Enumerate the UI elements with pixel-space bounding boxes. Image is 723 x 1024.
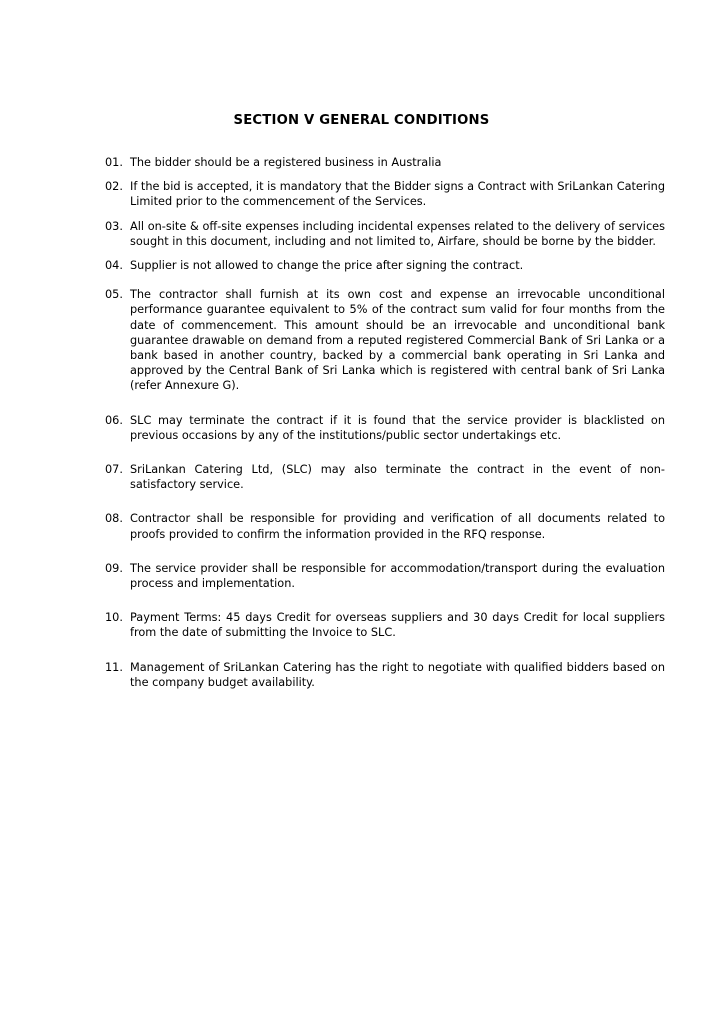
clause-number: 09. [105,561,123,575]
clause-text: Payment Terms: 45 days Credit for overseas suppliers and 30 days Credit for local suppliers from the date of submitting the Invoice to SLC. [130,611,665,640]
clause-list [105,155,665,690]
clause-number: 01. [105,156,123,169]
list-item [105,413,665,443]
spacer [105,542,665,561]
clause-text: The service provider shall be responsible for accommodation/transport during the evaluation process and implementation. [130,561,665,591]
spacer [105,591,665,610]
list-item [105,258,665,273]
list-item [105,462,665,492]
spacer [105,170,665,179]
list-item [105,155,665,170]
clause-text: All on-site & off-site expenses including incidental expenses related to the delivery of services sought in this document, including and not limited to, Airfare, should be borne by the bidder. [130,219,665,248]
list-item [105,219,665,249]
clause-number: 03. [105,219,123,233]
spacer [105,394,665,413]
list-item [105,561,665,591]
list-item [105,511,665,541]
clause-number: 07. [105,463,123,477]
list-item [105,179,665,209]
spacer [105,492,665,511]
clause-number: 04. [105,259,123,273]
clause-text: The contractor shall furnish at its own cost and expense an irrevocable unconditional performance guarantee equivalent to 5% of the contract sum valid for four months from the date of commencement. This amount should be an irrevocable and unconditional bank guarantee drawable on demand from a reputed registered Commercial Bank of Sri Lanka or a bank based in another country, backed by a commercial bank operating in Sri Lanka and approved by the Central Bank of Sri Lanka which is registered with central bank of Sri Lanka (refer Annexure G). [130,288,665,393]
clause-text: SLC may terminate the contract if it is found that the service provider is blacklisted on previous occasions by any of the institutions/public sector undertakings etc. [130,413,665,442]
clause-number: 10. [105,611,123,625]
clause-number: 06. [105,413,123,427]
clause-number: 02. [105,180,123,194]
page-title: SECTION V GENERAL CONDITIONS [233,113,490,128]
clause-text: Management of SriLankan Catering has the right to negotiate with qualified bidders based on the company budget availability. [130,660,665,689]
clause-number: 08. [105,512,123,526]
spacer [105,443,665,462]
clause-number: 05. [105,288,123,302]
clause-text: Supplier is not allowed to change the price after signing the contract. [130,259,524,273]
spacer [105,210,665,219]
clause-text: If the bid is accepted, it is mandatory that the Bidder signs a Contract with SriLankan Catering Limited prior to the commencement of the Services. [130,180,665,209]
list-item [105,287,665,393]
list-item [105,610,665,640]
list-item [105,660,665,690]
clause-text: Contractor shall be responsible for providing and verification of all documents related to proofs provided to confirm the information provided in the RFQ response. [130,512,665,541]
clause-text: The bidder should be a registered business in Australia [130,156,442,169]
spacer [105,641,665,660]
clause-number: 11. [105,660,123,674]
spacer [105,249,665,258]
clause-text: SriLankan Catering Ltd, (SLC) may also terminate the contract in the event of non- satisfactory service. [130,463,665,492]
spacer [105,273,665,287]
